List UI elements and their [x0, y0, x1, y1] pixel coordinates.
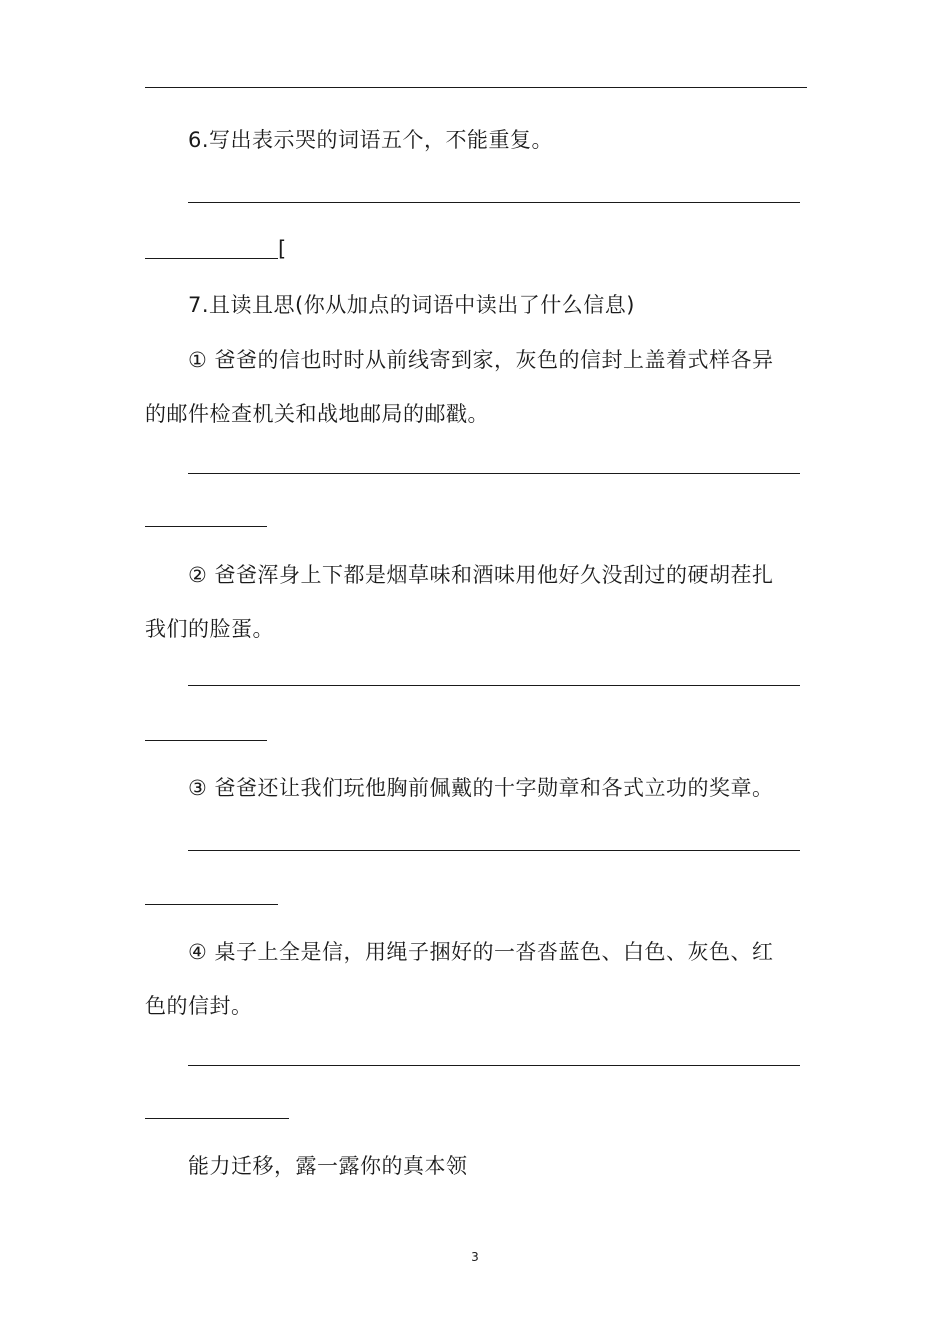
q7-item-4-line-2: 色的信封。: [145, 994, 253, 1018]
q7-item-1-line-1: ① 爸爸的信也时时从前线寄到家，灰色的信封上盖着式样各异: [188, 348, 774, 372]
question-6-prompt: 6.写出表示哭的词语五个，不能重复。: [188, 128, 554, 152]
answer-line: [188, 1065, 800, 1066]
answer-line: [188, 202, 800, 203]
answer-line: [188, 473, 800, 474]
question-7-prompt: 7.且读且思(你从加点的词语中读出了什么信息): [188, 293, 635, 317]
answer-line: [145, 258, 278, 259]
answer-line: [188, 850, 800, 851]
q7-item-4-line-1: ④ 桌子上全是信，用绳子捆好的一沓沓蓝色、白色、灰色、红: [188, 940, 774, 964]
answer-line: [188, 685, 800, 686]
q7-item-3-line-1: ③ 爸爸还让我们玩他胸前佩戴的十字勋章和各式立功的奖章。: [188, 776, 774, 800]
stray-bracket: [: [278, 237, 287, 261]
answer-line: [145, 1118, 289, 1119]
q7-item-1-line-2: 的邮件检查机关和战地邮局的邮戳。: [145, 402, 489, 426]
answer-line: [145, 526, 267, 527]
section-heading: 能力迁移，露一露你的真本领: [188, 1154, 468, 1178]
answer-line: [145, 87, 807, 88]
page-number: 3: [471, 1250, 479, 1264]
answer-line: [145, 740, 267, 741]
q7-item-2-line-1: ② 爸爸浑身上下都是烟草味和酒味用他好久没刮过的硬胡茬扎: [188, 563, 774, 587]
q7-item-2-line-2: 我们的脸蛋。: [145, 617, 274, 641]
answer-line: [145, 904, 278, 905]
